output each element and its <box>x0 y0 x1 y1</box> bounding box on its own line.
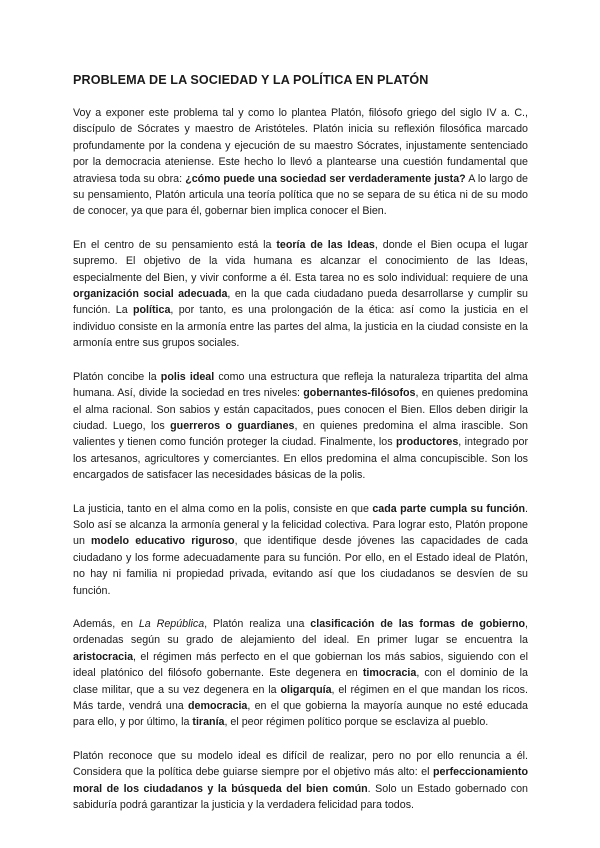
bold-text: modelo educativo riguroso <box>91 535 235 548</box>
document-body <box>73 105 528 813</box>
bold-text: polis ideal <box>160 370 215 383</box>
text-run: Además, en <box>73 617 139 630</box>
text-run: , integrado por los artesanos, agricultores y comerciantes. En ellos predomina el alma concupiscible. Son los encargados de satisfacer las necesidades básicas de la polis. <box>73 436 528 482</box>
text-run: Platón concibe la <box>73 370 161 383</box>
text-run: A lo largo de su pensamiento, Platón articula una teoría política que no se separa de su ética ni de su modo de conocer, ya que para él, gobernar bien implica conocer el Bien. <box>73 172 528 218</box>
text-run: Voy a exponer este problema tal y como lo plantea Platón, filósofo griego del siglo IV a. C., discípulo de Sócrates y maestro de Aristóteles. Platón inicia su reflexión filosófica marcado profundamente por la condena y ejecución de su maestro Sócrates, injustamente sentenciado por la democracia ateniense. Este hecho lo llevó a plantearse una cuestión fundamental que atraviesa toda su obra: <box>73 107 528 185</box>
paragraph <box>73 105 528 220</box>
paragraph <box>73 369 528 484</box>
bold-text: tiranía <box>192 716 225 729</box>
text-run: , Platón realiza una <box>204 617 311 630</box>
text-run: como una estructura que refleja la naturaleza tripartita del alma humana. Así, divide la sociedad en tres niveles: <box>73 370 528 400</box>
text-run: , en la que cada ciudadano pueda desarrollarse y cumplir su función. La <box>73 288 528 317</box>
text-run: , donde el Bien ocupa el lugar supremo. El objetivo de la vida humana es alcanzar el conocimiento de las Ideas, especialmente del Bien, y vivir conforme a él. Esta tarea no es solo individual: requiere de una <box>73 238 529 284</box>
text-run: . Solo un Estado gobernado con sabiduría podrá garantizar la justicia y la verdadera felicidad para todos. <box>73 782 528 812</box>
paragraph <box>73 616 528 731</box>
italic-text: La República <box>138 617 205 630</box>
bold-text: democracia <box>187 700 248 712</box>
bold-text: cada parte cumpla su función <box>372 502 526 515</box>
text-run: , el régimen en el que mandan los ricos. Más tarde, vendrá una <box>73 683 528 712</box>
text-run: , con el dominio de la clase militar, que a su vez degenera en la <box>73 667 529 696</box>
bold-text: gobernantes-filósofos <box>303 387 416 400</box>
bold-text: productores <box>395 436 459 449</box>
bold-text: guerreros o guardianes <box>170 419 295 432</box>
text-run: , en quienes predomina el alma irascible. Son valientes y tienen como función proteger la ciudad. Finalmente, los <box>73 419 528 449</box>
text-run: Platón reconoce que su modelo ideal es difícil de realizar, pero no por ello renuncia a él. Considera que la política debe guiarse siempre por el objetivo más alto: el <box>73 749 528 779</box>
bold-text: timocracia <box>362 667 417 680</box>
text-run: , el peor régimen político porque se esclaviza al pueblo. <box>224 716 489 729</box>
text-run: , en el que gobierna la mayoría aunque no esté educada para ello, y por último, la <box>73 700 528 729</box>
bold-text: aristocracia <box>73 650 134 663</box>
text-run: En el centro de su pensamiento está la <box>73 238 277 251</box>
bold-text: política <box>133 304 171 317</box>
bold-text: oligarquía <box>280 683 332 696</box>
document-title: PROBLEMA DE LA SOCIEDAD Y LA POLÍTICA EN PLATÓN <box>73 73 429 87</box>
text-run: , por tanto, es una prolongación de la ética: así como la justicia en el individuo consiste en la armonía entre las partes del alma, la justicia en la ciudad consiste en la armonía entre sus grupos sociales. <box>73 304 528 350</box>
bold-text: ¿cómo puede una sociedad ser verdaderamente justa? <box>185 172 466 185</box>
text-run: La justicia, tanto en el alma como en la polis, consiste en que <box>73 502 373 515</box>
paragraph <box>73 748 528 814</box>
text-run: , ordenadas según su grado de alejamiento del ideal. En primer lugar se encuentra la <box>73 617 529 647</box>
text-run: , en quienes predomina el alma racional. Son sabios y están capacitados, pues conocen el Bien. Ellos deben dirigir la ciudad. Luego, los <box>73 387 528 432</box>
text-run: . Solo así se alcanza la armonía general y la felicidad colectiva. Para lograr esto, Platón propone un <box>73 502 528 548</box>
text-run: , que identifique desde jóvenes las capacidades de cada ciudadano y los forme adecuadamente para su función. Por ello, en el Estado ideal de Platón, no hay ni familia ni propiedad privada, evitando así que los ciudadanos se desvíen de su función. <box>73 535 529 597</box>
bold-text: teoría de las Ideas <box>276 238 375 251</box>
text-run: , el régimen más perfecto en el que gobiernan los más sabios, siguiendo con el ideal platónico del filósofo gobernante. Este degenera en <box>73 650 528 680</box>
paragraph <box>73 237 528 352</box>
bold-text: clasificación de las formas de gobierno <box>310 617 526 630</box>
paragraph <box>73 501 528 599</box>
bold-text: organización social adecuada <box>73 288 228 301</box>
bold-text: perfeccionamiento moral de los ciudadanos y la búsqueda del bien común <box>73 766 528 795</box>
